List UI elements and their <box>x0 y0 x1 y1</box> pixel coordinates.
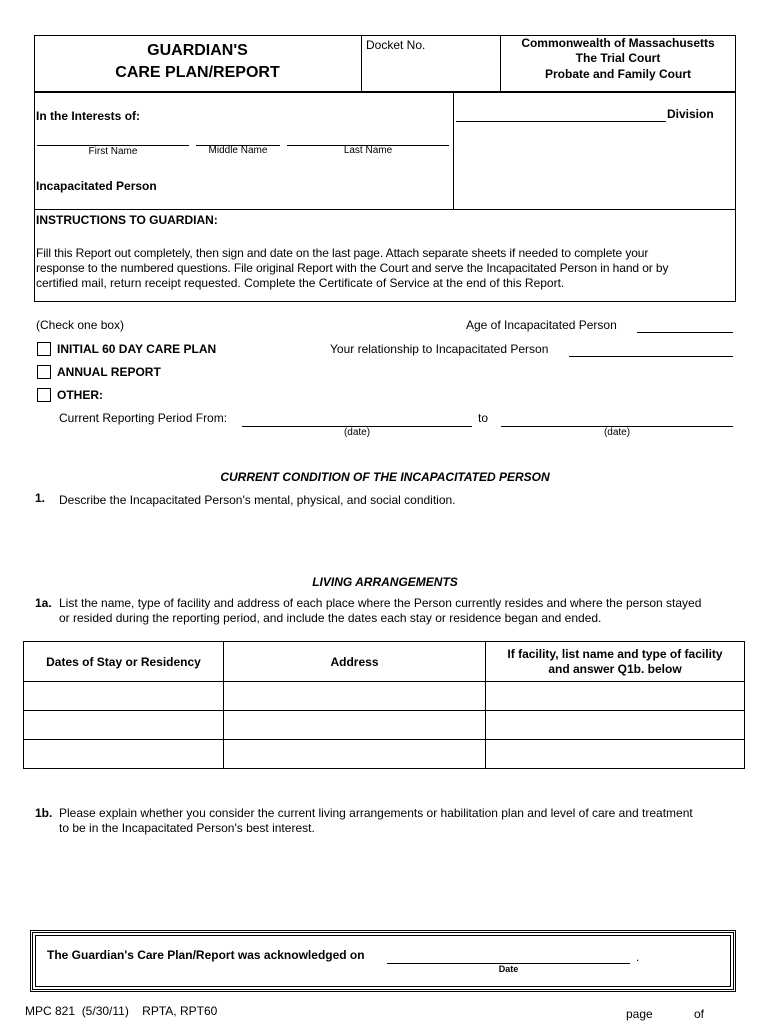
q1-number: 1. <box>35 491 46 505</box>
period-label: Current Reporting Period From: <box>59 411 228 425</box>
header-divider-1 <box>361 35 362 92</box>
initial-plan-checkbox[interactable] <box>37 342 51 356</box>
header-facility-line1: If facility, list name and type of facility <box>507 646 723 661</box>
q1a-number: 1a. <box>35 596 52 610</box>
other-label: OTHER: <box>57 388 103 402</box>
docket-label: Docket No. <box>366 38 426 52</box>
court-line1: Commonwealth of Massachusetts <box>521 36 715 50</box>
interests-label: In the Interests of: <box>36 109 141 123</box>
other-checkbox[interactable] <box>37 388 51 402</box>
row2-dates-cell[interactable] <box>24 711 224 740</box>
division-label: Division <box>667 107 714 121</box>
living-heading: LIVING ARRANGEMENTS <box>312 575 458 589</box>
instructions-line2: response to the numbered questions. File original Report with the Court and serve the Incapacitated Person in hand or by <box>36 261 669 275</box>
annual-report-checkbox[interactable] <box>37 365 51 379</box>
period-from-date-caption: (date) <box>343 427 371 438</box>
table-row <box>24 740 745 769</box>
q1b-number: 1b. <box>35 806 53 820</box>
relationship-field[interactable] <box>569 356 733 357</box>
last-name-caption: Last Name <box>343 145 393 156</box>
age-label: Age of Incapacitated Person <box>466 318 617 332</box>
row1-dates-cell[interactable] <box>24 682 224 711</box>
q1b-line2: to be in the Incapacitated Person's best interest. <box>59 821 315 835</box>
acknowledgement-period: . <box>636 950 640 964</box>
court-line2: The Trial Court <box>575 51 661 65</box>
row3-facility-cell[interactable] <box>486 740 745 769</box>
instructions-line1: Fill this Report out completely, then sign and date on the last page. Attach separate sheets if needed to complete your <box>36 246 649 260</box>
form-id: MPC 821 (5/30/11) RPTA, RPT60 <box>25 1004 218 1018</box>
living-arrangements-table <box>23 641 745 769</box>
instructions-divider <box>34 209 736 210</box>
check-one-label: (Check one box) <box>36 318 125 332</box>
annual-report-label: ANNUAL REPORT <box>57 365 161 379</box>
row1-facility-cell[interactable] <box>486 682 745 711</box>
incapacitated-person-label: Incapacitated Person <box>36 179 157 193</box>
q1a-line1: List the name, type of facility and address of each place where the Person currently resides and where the person stayed <box>59 596 702 610</box>
row1-address-cell[interactable] <box>224 682 486 711</box>
period-to-date-caption: (date) <box>603 427 631 438</box>
table-row <box>24 711 745 740</box>
row2-facility-cell[interactable] <box>486 711 745 740</box>
condition-heading: CURRENT CONDITION OF THE INCAPACITATED PERSON <box>220 470 550 484</box>
court-line3: Probate and Family Court <box>544 67 692 81</box>
table-row <box>24 682 745 711</box>
interests-divider <box>453 92 454 209</box>
row3-dates-cell[interactable] <box>24 740 224 769</box>
header-address: Address <box>330 654 379 669</box>
instructions-heading: INSTRUCTIONS TO GUARDIAN: <box>36 213 218 227</box>
division-field[interactable] <box>456 121 666 122</box>
table-header-row <box>24 642 745 682</box>
q1-text: Describe the Incapacitated Person's mental, physical, and social condition. <box>59 493 456 507</box>
acknowledgement-date-caption: Date <box>498 964 519 974</box>
page-label: page <box>626 1007 653 1021</box>
form-title-line2: CARE PLAN/REPORT <box>115 64 280 81</box>
relationship-label: Your relationship to Incapacitated Person <box>330 342 549 356</box>
header-dates: Dates of Stay or Residency <box>46 654 201 669</box>
of-label: of <box>694 1007 705 1021</box>
row2-address-cell[interactable] <box>224 711 486 740</box>
initial-plan-label: INITIAL 60 DAY CARE PLAN <box>57 342 217 356</box>
middle-name-caption: Middle Name <box>208 145 268 156</box>
age-field[interactable] <box>637 332 733 333</box>
period-to-label: to <box>478 411 489 425</box>
q1b-line1: Please explain whether you consider the current living arrangements or habilitation plan and level of care and treatment <box>59 806 693 820</box>
acknowledgement-text: The Guardian's Care Plan/Report was acknowledged on <box>47 948 365 962</box>
form-title-line1: GUARDIAN'S <box>147 42 248 59</box>
row3-address-cell[interactable] <box>224 740 486 769</box>
instructions-line3: certified mail, return receipt requested. Complete the Certificate of Service at the end of this Report. <box>36 276 565 290</box>
q1a-line2: or resided during the reporting period, and include the dates each stay or residence began and ended. <box>59 611 602 625</box>
first-name-caption: First Name <box>88 146 138 157</box>
header-facility-line2: and answer Q1b. below <box>548 661 682 676</box>
